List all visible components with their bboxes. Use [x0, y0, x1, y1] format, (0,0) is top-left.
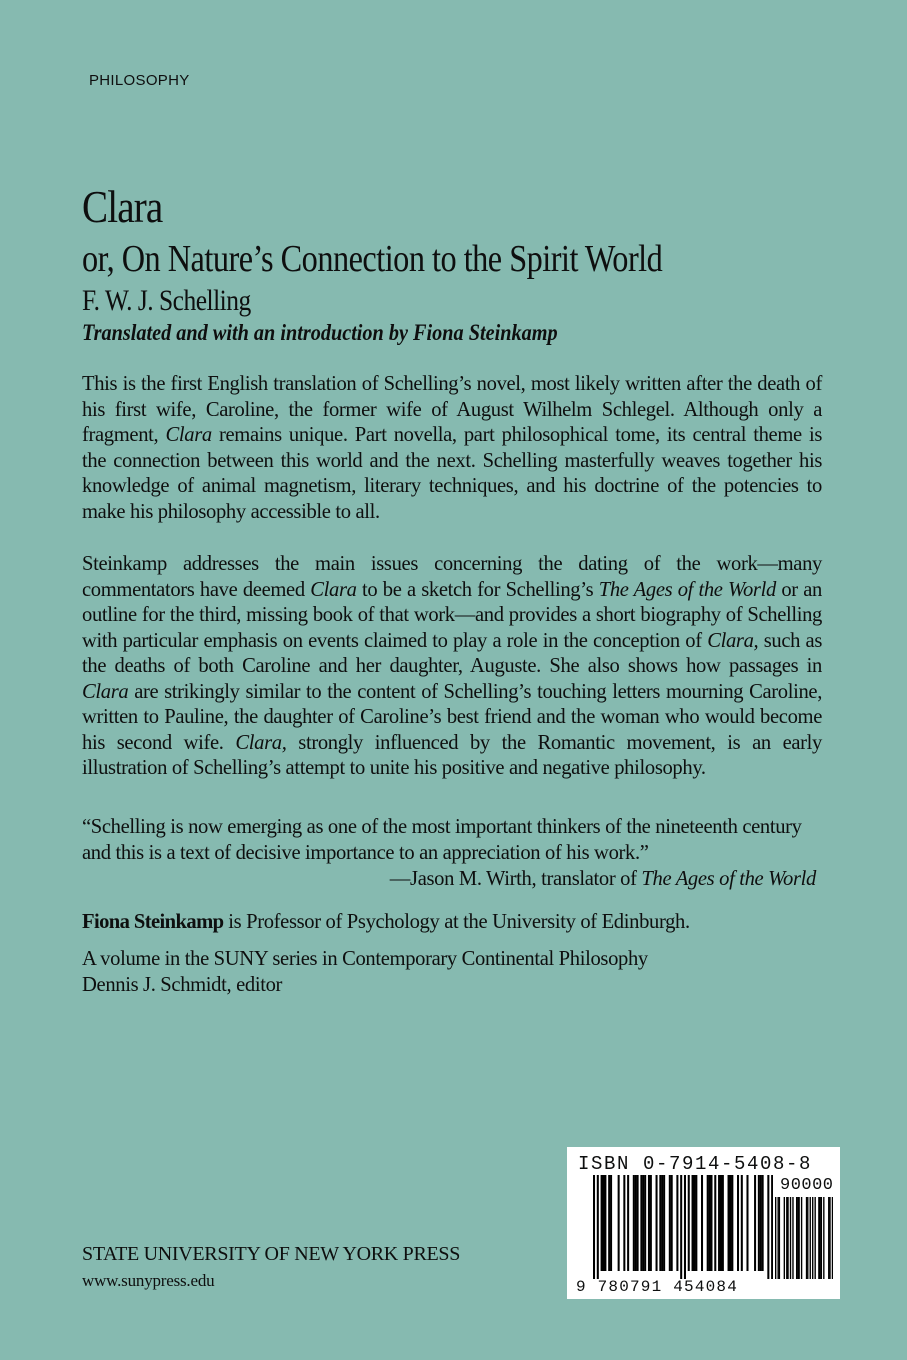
- barcode-bar: [762, 1175, 764, 1271]
- barcode-bar: [720, 1175, 722, 1271]
- barcode-bar: [760, 1175, 762, 1271]
- barcode-bar: [707, 1175, 709, 1271]
- barcode-bar: [680, 1175, 682, 1279]
- bio-name: Fiona Steinkamp: [82, 911, 224, 933]
- book-title: Clara: [82, 181, 163, 232]
- barcode-bar: [701, 1175, 703, 1271]
- italic-run: Clara: [82, 680, 129, 703]
- book-subtitle: or, On Nature’s Connection to the Spirit World: [82, 238, 663, 280]
- addon-bar: [823, 1197, 824, 1279]
- barcode-bar: [729, 1175, 731, 1271]
- addon-barcode: [775, 1197, 833, 1279]
- category-label: PHILOSOPHY: [89, 72, 190, 89]
- series-editor: Dennis J. Schmidt, editor: [82, 973, 283, 996]
- publisher-name: STATE UNIVERSITY OF NEW YORK PRESS: [82, 1243, 461, 1265]
- addon-bar: [792, 1197, 793, 1279]
- isbn-label: ISBN 0-7914-5408-8: [578, 1153, 813, 1175]
- barcode-bar: [593, 1175, 595, 1279]
- attribution-title: The Ages of the World: [641, 868, 816, 890]
- addon-bar: [814, 1197, 815, 1279]
- barcode-bar: [771, 1175, 773, 1279]
- series-line: A volume in the SUNY series in Contemporary Continental Philosophy: [82, 948, 648, 970]
- barcode-bar: [650, 1175, 652, 1271]
- barcode-bar: [640, 1175, 642, 1271]
- barcode-bar: [737, 1175, 739, 1271]
- text-run: strongly influenced by the Romantic movement, is an early illustration of Schelling’s attempt to unite his positive and negative philosophy.: [82, 731, 822, 779]
- publisher-website: www.sunypress.edu: [82, 1271, 215, 1290]
- barcode-bar: [656, 1175, 658, 1271]
- barcode-bar: [714, 1175, 716, 1271]
- quote-attribution: [390, 867, 816, 893]
- barcode-bar: [618, 1175, 620, 1271]
- barcode-bar: [663, 1175, 665, 1271]
- text-run: to be a sketch for Schelling’s: [356, 578, 599, 601]
- barcode-bar: [601, 1175, 603, 1271]
- addon-bar: [812, 1197, 813, 1279]
- addon-bar: [790, 1197, 791, 1279]
- barcode-bar: [623, 1175, 625, 1271]
- italic-run: Clara: [165, 424, 212, 446]
- barcode-bar: [746, 1175, 748, 1271]
- barcode-bar: [608, 1175, 610, 1271]
- barcode-bar: [669, 1175, 671, 1271]
- barcode-bar: [731, 1175, 733, 1271]
- barcode-bar: [604, 1175, 606, 1271]
- barcode-bar: [722, 1175, 724, 1271]
- barcode-bar: [692, 1175, 694, 1271]
- bio-text: is Professor of Psychology at the University of Edinburgh.: [223, 911, 690, 933]
- endorsement-quote: “Schelling is now emerging as one of the most important thinkers of the nineteenth century and this is a text of decisive importance to an appreciation of his work.”: [82, 816, 802, 864]
- addon-bar: [819, 1197, 820, 1279]
- addon-bar: [829, 1197, 830, 1279]
- addon-bar: [777, 1197, 778, 1279]
- addon-bar: [806, 1197, 807, 1279]
- text-run: Steinkamp addresses the main issues concerning the dating of the work—many commentators have deemed: [82, 553, 822, 601]
- barcode-bar: [602, 1175, 604, 1271]
- text-run: are strikingly similar to the content of Schelling’s touching letters mourning Caroline, written to Pauline, the daughter of Caroline’s best friend and the woman who would become his second wife.: [82, 680, 822, 754]
- barcode-panel: [567, 1147, 840, 1299]
- description-paragraph-2: [82, 552, 822, 782]
- barcode-bar: [741, 1175, 743, 1271]
- addon-bar: [801, 1197, 802, 1279]
- addon-bar: [828, 1197, 829, 1279]
- text-run: remains unique. Part novella, part philosophical tome, its central theme is the connection between this world and the next. Schelling masterfully weaves together his knowledge of animal magnetism, literary techniques, and his doctrine of the potencies to make his philosophy accessible to all.: [82, 424, 822, 523]
- barcode-bar: [767, 1175, 769, 1279]
- addon-bar: [786, 1197, 787, 1279]
- barcode-bar: [728, 1175, 730, 1271]
- barcode-bar: [695, 1175, 697, 1271]
- barcode-bar: [684, 1175, 686, 1279]
- barcode-bar: [597, 1175, 599, 1279]
- addon-bar: [821, 1197, 822, 1279]
- addon-bar: [784, 1197, 785, 1279]
- addon-bar: [796, 1197, 797, 1279]
- barcode-bar: [644, 1175, 646, 1271]
- addon-bar: [797, 1197, 798, 1279]
- attribution-prefix: —Jason M. Wirth, translator of: [389, 868, 642, 890]
- barcode-bar: [709, 1175, 711, 1271]
- price-code: 90000: [780, 1176, 834, 1195]
- addon-bar: [787, 1197, 788, 1279]
- italic-run: Clara: [310, 578, 357, 601]
- barcode-bar: [648, 1175, 650, 1271]
- barcode-bar: [642, 1175, 644, 1271]
- italic-run: The Ages of the World: [598, 578, 776, 601]
- italic-run: Clara,: [707, 629, 759, 652]
- italic-run: Clara,: [235, 731, 287, 754]
- addon-bar: [775, 1197, 776, 1279]
- translator-bio: [82, 910, 822, 936]
- addon-bar: [832, 1197, 833, 1279]
- addon-bar: [798, 1197, 799, 1279]
- barcode-bar: [661, 1175, 663, 1271]
- addon-bar: [779, 1197, 780, 1279]
- addon-bar: [810, 1197, 811, 1279]
- text-run: such as the deaths of both Caroline and her daughter, Auguste. She also shows how passages in: [82, 629, 823, 677]
- barcode-bar: [610, 1175, 612, 1271]
- ean-barcode: [593, 1175, 773, 1279]
- barcode-bar: [688, 1175, 690, 1271]
- barcode-bar: [718, 1175, 720, 1271]
- barcode-bar: [671, 1175, 673, 1271]
- book-author: F. W. J. Schelling: [82, 284, 251, 317]
- barcode-bar: [637, 1175, 639, 1271]
- barcode-bar: [710, 1175, 712, 1271]
- series-note: [82, 947, 648, 998]
- ean-digits: 9 780791 454084: [576, 1278, 739, 1296]
- description-paragraph-1: [82, 372, 822, 525]
- text-run: or an outline for the third, missing book of that work—and provides a short biography of Schelling with particular emphasis on events claimed to play a role in the conception of: [82, 578, 822, 652]
- barcode-bar: [754, 1175, 756, 1271]
- addon-bar: [807, 1197, 808, 1279]
- barcode-bar: [693, 1175, 695, 1271]
- barcode-bar: [758, 1175, 760, 1271]
- barcode-bar: [635, 1175, 637, 1271]
- translator-credit: Translated and with an introduction by Fiona Steinkamp: [82, 320, 558, 345]
- text-run: This is the first English translation of Schelling’s novel, most likely written after the death of his first wife, Caroline, the former wife of August Wilhelm Schlegel. Although only a fragment,: [82, 373, 822, 446]
- barcode-bar: [627, 1175, 629, 1271]
- barcode-bar: [633, 1175, 635, 1271]
- barcode-bar: [676, 1175, 678, 1271]
- barcode-bar: [659, 1175, 661, 1271]
- addon-bar: [818, 1197, 819, 1279]
